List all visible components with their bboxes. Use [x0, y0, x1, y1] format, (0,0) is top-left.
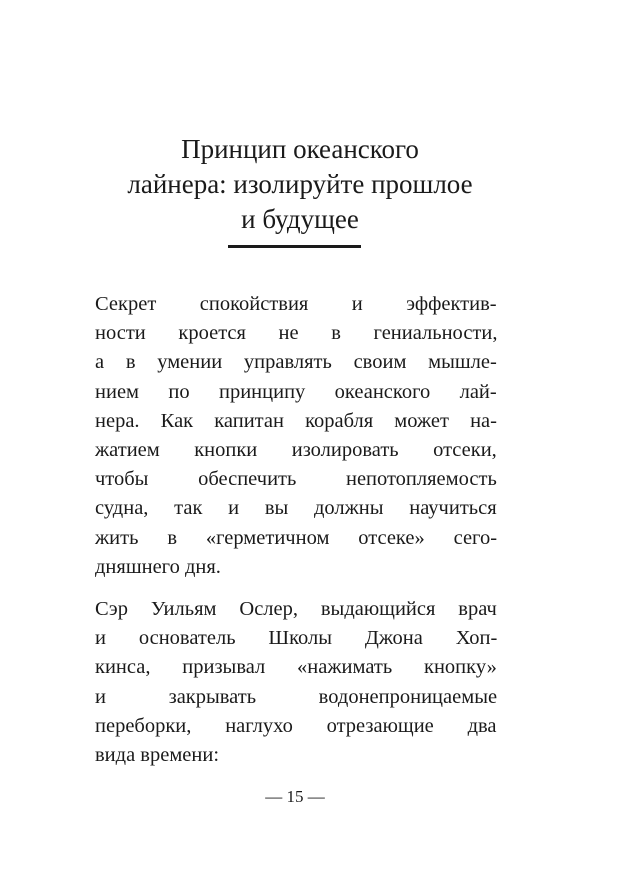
paragraph-2-line: вида времени: — [95, 743, 220, 766]
paragraph-1-line: судна, так и вы должны научиться — [95, 497, 497, 520]
page-number: — 15 — — [265, 787, 325, 806]
paragraph-1-line: нера. Как капитан корабля может на- — [95, 409, 497, 432]
paragraph-2 — [95, 595, 497, 770]
paragraph-1-line: Секрет спокойствия и эффектив- — [95, 293, 497, 315]
paragraph-1 — [95, 290, 497, 582]
paragraph-1-line: жатием кнопки изолировать отсеки, — [95, 438, 497, 461]
paragraph-2-line: и основатель Школы Джона Хоп- — [95, 627, 498, 650]
heading-line-2: лайнера: изолируйте прошлое — [127, 169, 473, 199]
paragraph-2-line: переборки, наглухо отрезающие два — [95, 714, 497, 737]
paragraph-1-line: а в умении управлять своим мышле- — [95, 351, 497, 374]
heading-divider — [228, 245, 361, 248]
heading-line-1: Принцип океанского — [181, 134, 419, 164]
paragraph-1-line: дняшнего дня. — [95, 555, 221, 578]
paragraph-2-line: Сэр Уильям Ослер, выдающийся врач — [95, 598, 497, 620]
heading-line-3: и будущее — [241, 204, 359, 234]
paragraph-1-line: чтобы обеспечить непотопляемость — [95, 468, 497, 491]
paragraph-1-line: ности кроется не в гениальности, — [95, 322, 498, 345]
paragraph-2-line: и закрывать водонепроницаемые — [95, 685, 498, 708]
chapter-heading — [95, 132, 505, 237]
paragraph-2-line: кинса, призывал «нажимать кнопку» — [95, 656, 497, 679]
paragraph-1-line: нием по принципу океанского лай- — [95, 380, 497, 403]
paragraph-1-line: жить в «герметичном отсеке» сего- — [95, 526, 498, 549]
